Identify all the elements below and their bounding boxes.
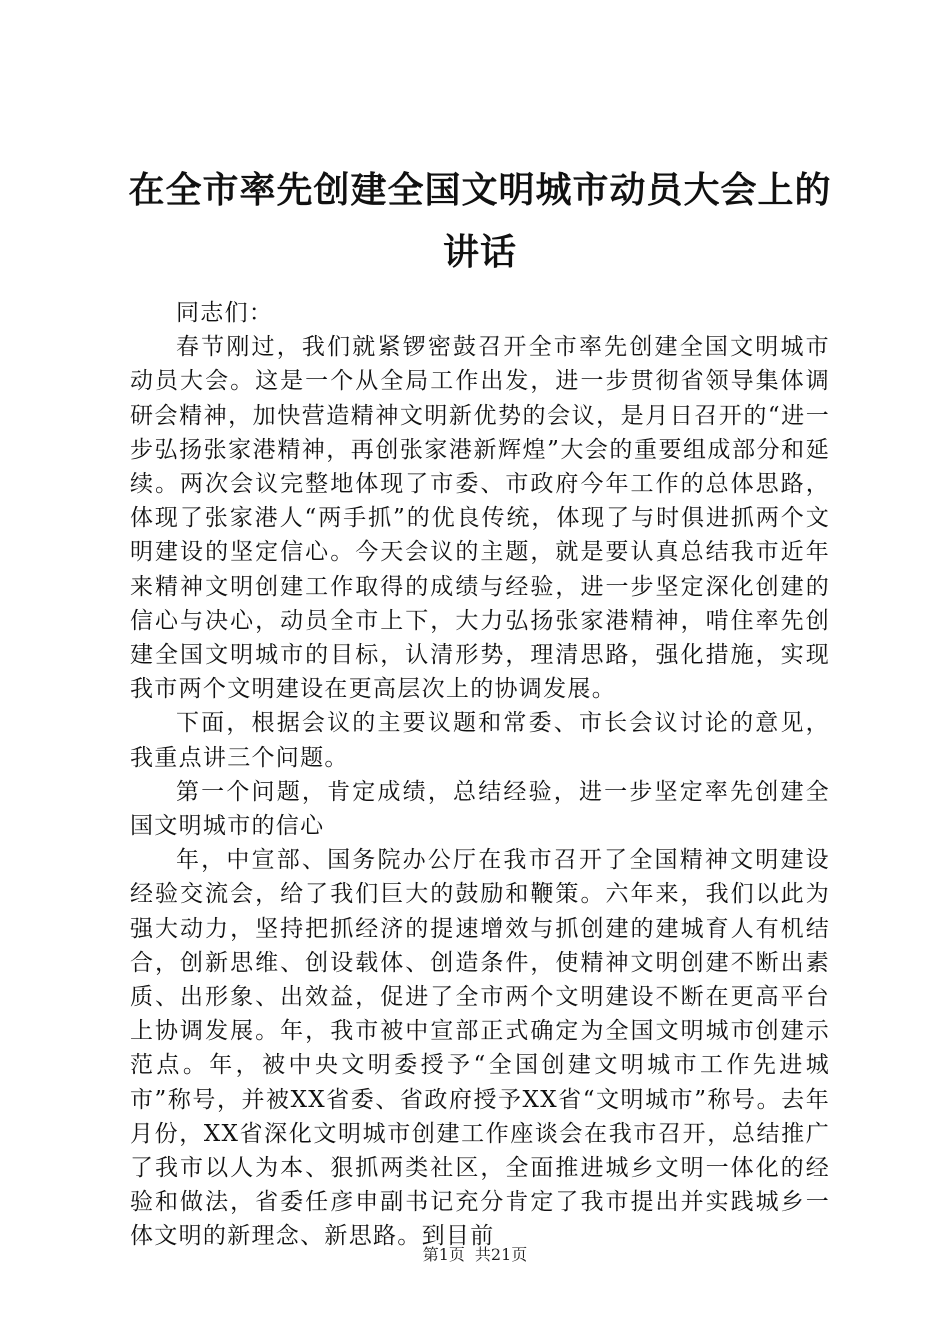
document-body	[130, 296, 830, 1254]
section-heading: 第一个问题，肯定成绩，总结经验，进一步坚定率先创建全国文明城市的信心	[130, 778, 830, 840]
paragraph: 下面，根据会议的主要议题和常委、市长会议讨论的意见，我重点讲三个问题。	[130, 710, 830, 771]
document-title: 在全市率先创建全国文明城市动员大会上的讲话	[128, 170, 832, 273]
salutation: 同志们：	[176, 300, 274, 326]
paragraph: 年，中宣部、国务院办公厅在我市召开了全国精神文明建设经验交流会，给了我们巨大的鼓励和鞭策。六年来，我们以此为强大动力，坚持把抓经济的提速增效与抓创建的建城育人有机结合，创新思维、创设载体、创造条件，使精神文明创建不断出素质、出形象、出效益，促进了全市两个文明建设不断在更高平台上协调发展。年，我市被中宣部正式确定为全国文明城市创建示范点。年，被中央文明委授予“全国创建文明城市工作先进城市”称号，并被XX省委、省政府授予XX省“文明城市”称号。去年月份，XX省深化文明城市创建工作座谈会在我市召开，总结推广了我市以人为本、狠抓两类社区，全面推进城乡文明一体化的经验和做法，省委任彦申副书记充分肯定了我市提出并实践城乡一体文明的新理念、新思路。到目前	[130, 847, 830, 1250]
page-total: 共21页	[474, 1245, 528, 1264]
page-number: 第1页	[422, 1245, 465, 1264]
page-footer	[0, 1244, 950, 1266]
paragraph: 春节刚过，我们就紧锣密鼓召开全市率先创建全国文明城市动员大会。这是一个从全局工作出发，进一步贯彻省领导集体调研会精神，加快营造精神文明新优势的会议，是月日召开的“进一步弘扬张家港精神，再创张家港新辉煌”大会的重要组成部分和延续。两次会议完整地体现了市委、市政府今年工作的总体思路，体现了张家港人“两手抓”的优良传统，体现了与时俱进抓两个文明建设的坚定信心。今天会议的主题，就是要认真总结我市近年来精神文明创建工作取得的成绩与经验，进一步坚定深化创建的信心与决心，动员全市上下，大力弘扬张家港精神，啃住率先创建全国文明城市的目标，认清形势，理清思路，强化措施，实现我市两个文明建设在更高层次上的协调发展。	[130, 334, 830, 703]
